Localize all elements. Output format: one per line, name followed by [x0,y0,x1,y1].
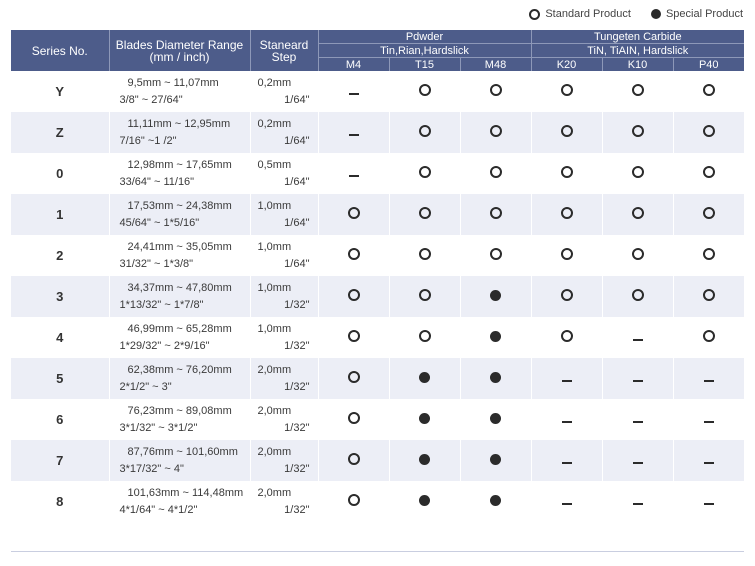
range-mm: 87,76mm ~ 101,60mm [127,445,238,458]
not-available-dash-icon [633,380,643,382]
step-inch: 1/32" [284,503,310,516]
step-inch: 1/32" [284,462,310,475]
standard-product-icon [348,371,360,383]
step-cell [250,317,318,358]
availability-cell [318,276,389,317]
availability-cell [318,481,389,522]
availability-cell [673,358,744,399]
availability-cell [602,153,673,194]
step-inch: 1/64" [284,93,310,106]
availability-cell [602,317,673,358]
availability-cell [389,194,460,235]
not-available-dash-icon [704,380,714,382]
step-mm: 1,0mm [257,240,292,253]
not-available-dash-icon [349,175,359,177]
standard-product-icon [632,84,644,96]
step-inch: 1/32" [284,339,310,352]
header-step: Staneard Step [250,30,318,71]
diameter-range-cell [109,235,250,276]
availability-cell [673,194,744,235]
availability-cell [673,481,744,522]
range-mm: 17,53mm ~ 24,38mm [127,199,232,212]
header-powder: Pdwder [318,30,531,44]
standard-product-icon [490,125,502,137]
not-available-dash-icon [704,462,714,464]
table-bottom-divider [11,551,744,552]
table-row [11,194,744,235]
availability-cell [602,112,673,153]
availability-cell [389,153,460,194]
product-table [11,30,744,522]
table-header [11,30,744,71]
step-mm: 0,2mm [257,117,292,130]
step-mm: 1,0mm [257,199,292,212]
standard-product-icon [490,84,502,96]
standard-product-icon [703,84,715,96]
series-cell: 6 [11,399,109,440]
standard-product-icon [419,125,431,137]
legend-special-label: Special Product [665,8,743,20]
availability-cell [460,399,531,440]
legend-special [651,8,743,20]
series-cell: 7 [11,440,109,481]
standard-product-icon [419,84,431,96]
availability-cell [531,71,602,112]
not-available-dash-icon [562,421,572,423]
step-mm: 2,0mm [257,445,292,458]
not-available-dash-icon [633,503,643,505]
availability-cell [389,112,460,153]
legend-standard [529,8,631,20]
diameter-range-cell [109,317,250,358]
diameter-range-cell [109,153,250,194]
table-row [11,112,744,153]
availability-cell [531,317,602,358]
header-grade: K20 [531,58,602,72]
header-carbide: Tungeten Carbide [531,30,744,44]
step-inch: 1/64" [284,257,310,270]
availability-cell [318,153,389,194]
special-product-icon [490,413,501,424]
diameter-range-cell [109,399,250,440]
standard-product-icon [632,248,644,260]
availability-cell [673,71,744,112]
not-available-dash-icon [633,421,643,423]
availability-cell [389,440,460,481]
standard-product-icon [348,494,360,506]
availability-cell [389,481,460,522]
availability-cell [531,153,602,194]
step-cell [250,276,318,317]
diameter-range-cell [109,112,250,153]
range-inch: 31/32" ~ 1*3/8" [119,257,194,270]
step-cell [250,481,318,522]
table-row [11,481,744,522]
availability-cell [531,276,602,317]
availability-cell [318,71,389,112]
not-available-dash-icon [562,380,572,382]
step-cell [250,440,318,481]
range-mm: 11,11mm ~ 12,95mm [127,117,231,130]
step-inch: 1/32" [284,421,310,434]
series-cell: 5 [11,358,109,399]
diameter-range-cell [109,481,250,522]
special-product-icon [490,331,501,342]
special-product-icon [490,372,501,383]
special-product-icon [419,413,430,424]
table-row [11,440,744,481]
availability-cell [673,112,744,153]
standard-product-icon [703,248,715,260]
standard-product-icon [490,248,502,260]
availability-cell [531,194,602,235]
availability-cell [460,112,531,153]
step-cell [250,358,318,399]
header-blades: Blades Diameter Range (mm / inch) [109,30,250,71]
open-circle-icon [529,9,540,20]
range-inch: 2*1/2" ~ 3" [119,380,172,393]
not-available-dash-icon [349,134,359,136]
availability-cell [602,399,673,440]
standard-product-icon [703,166,715,178]
availability-cell [318,399,389,440]
standard-product-icon [561,207,573,219]
range-mm: 12,98mm ~ 17,65mm [127,158,232,171]
availability-cell [318,194,389,235]
legend-standard-label: Standard Product [545,8,631,20]
availability-cell [673,317,744,358]
table-body [11,71,744,522]
availability-cell [389,399,460,440]
standard-product-icon [419,289,431,301]
availability-cell [602,481,673,522]
availability-cell [389,71,460,112]
availability-cell [389,317,460,358]
not-available-dash-icon [704,503,714,505]
filled-circle-icon [651,9,661,19]
standard-product-icon [703,125,715,137]
availability-cell [460,194,531,235]
header-series: Series No. [11,30,109,71]
step-inch: 1/64" [284,175,310,188]
series-cell: Z [11,112,109,153]
availability-cell [460,235,531,276]
table-row [11,71,744,112]
standard-product-icon [561,125,573,137]
legend [515,8,743,20]
availability-cell [318,440,389,481]
step-inch: 1/32" [284,298,310,311]
series-cell: 4 [11,317,109,358]
table-row [11,153,744,194]
availability-cell [673,153,744,194]
step-cell [250,194,318,235]
header-grade: M48 [460,58,531,72]
standard-product-icon [561,248,573,260]
not-available-dash-icon [633,339,643,341]
header-powder-coat: Tin,Rian,Hardslick [318,44,531,58]
availability-cell [460,317,531,358]
availability-cell [602,276,673,317]
standard-product-icon [348,412,360,424]
step-cell [250,112,318,153]
standard-product-icon [419,166,431,178]
header-grade: M4 [318,58,389,72]
table-row [11,358,744,399]
availability-cell [673,399,744,440]
availability-cell [460,440,531,481]
range-mm: 34,37mm ~ 47,80mm [127,281,232,294]
diameter-range-cell [109,358,250,399]
series-cell: Y [11,71,109,112]
step-cell [250,235,318,276]
step-cell [250,71,318,112]
availability-cell [602,358,673,399]
availability-cell [389,235,460,276]
step-inch: 1/64" [284,134,310,147]
step-inch: 1/64" [284,216,310,229]
special-product-icon [490,495,501,506]
not-available-dash-icon [633,462,643,464]
diameter-range-cell [109,71,250,112]
range-inch: 7/16" ~1 /2" [119,134,177,147]
not-available-dash-icon [704,421,714,423]
header-grade: P40 [673,58,744,72]
range-inch: 3*1/32" ~ 3*1/2" [119,421,198,434]
step-inch: 1/32" [284,380,310,393]
standard-product-icon [419,248,431,260]
step-cell [250,399,318,440]
not-available-dash-icon [562,503,572,505]
availability-cell [460,153,531,194]
step-mm: 1,0mm [257,281,292,294]
availability-cell [531,440,602,481]
availability-cell [318,235,389,276]
standard-product-icon [632,166,644,178]
availability-cell [318,358,389,399]
step-mm: 2,0mm [257,404,292,417]
standard-product-icon [419,330,431,342]
series-cell: 1 [11,194,109,235]
availability-cell [602,440,673,481]
series-cell: 0 [11,153,109,194]
special-product-icon [419,495,430,506]
availability-cell [460,71,531,112]
header-grade: K10 [602,58,673,72]
step-mm: 0,5mm [257,158,292,171]
availability-cell [602,194,673,235]
availability-cell [531,399,602,440]
availability-cell [389,276,460,317]
table-row [11,317,744,358]
range-inch: 45/64" ~ 1*5/16" [119,216,200,229]
standard-product-icon [561,84,573,96]
table-row [11,276,744,317]
standard-product-icon [561,166,573,178]
range-inch: 1*13/32" ~ 1*7/8" [119,298,204,311]
step-mm: 0,2mm [257,76,292,89]
step-mm: 2,0mm [257,363,292,376]
availability-cell [531,112,602,153]
header-carbide-coat: TiN, TiAIN, Hardslick [531,44,744,58]
standard-product-icon [348,330,360,342]
standard-product-icon [632,289,644,301]
standard-product-icon [348,453,360,465]
special-product-icon [419,454,430,465]
not-available-dash-icon [562,462,572,464]
availability-cell [602,71,673,112]
range-mm: 46,99mm ~ 65,28mm [127,322,232,335]
availability-cell [531,481,602,522]
availability-cell [460,276,531,317]
standard-product-icon [703,330,715,342]
range-mm: 76,23mm ~ 89,08mm [127,404,232,417]
standard-product-icon [348,207,360,219]
step-mm: 2,0mm [257,486,292,499]
step-mm: 1,0mm [257,322,292,335]
availability-cell [460,358,531,399]
series-cell: 3 [11,276,109,317]
availability-cell [531,358,602,399]
range-mm: 9,5mm ~ 11,07mm [127,76,219,89]
diameter-range-cell [109,276,250,317]
special-product-icon [490,454,501,465]
availability-cell [673,440,744,481]
not-available-dash-icon [349,93,359,95]
availability-cell [673,235,744,276]
availability-cell [318,112,389,153]
availability-cell [531,235,602,276]
series-cell: 2 [11,235,109,276]
range-inch: 1*29/32" ~ 2*9/16" [119,339,210,352]
diameter-range-cell [109,440,250,481]
header-grade: T15 [389,58,460,72]
standard-product-icon [703,207,715,219]
standard-product-icon [348,248,360,260]
availability-cell [673,276,744,317]
availability-cell [602,235,673,276]
table-row [11,399,744,440]
standard-product-icon [490,207,502,219]
range-inch: 3/8" ~ 27/64" [119,93,183,106]
special-product-icon [419,372,430,383]
series-cell: 8 [11,481,109,522]
standard-product-icon [419,207,431,219]
standard-product-icon [632,207,644,219]
standard-product-icon [490,166,502,178]
standard-product-icon [632,125,644,137]
availability-cell [460,481,531,522]
standard-product-icon [561,289,573,301]
diameter-range-cell [109,194,250,235]
standard-product-icon [348,289,360,301]
availability-cell [318,317,389,358]
range-inch: 33/64" ~ 11/16" [119,175,195,188]
range-inch: 3*17/32" ~ 4" [119,462,184,475]
range-mm: 62,38mm ~ 76,20mm [127,363,232,376]
range-mm: 24,41mm ~ 35,05mm [127,240,232,253]
standard-product-icon [703,289,715,301]
range-inch: 4*1/64" ~ 4*1/2" [119,503,198,516]
special-product-icon [490,290,501,301]
standard-product-icon [561,330,573,342]
table-row [11,235,744,276]
step-cell [250,153,318,194]
range-mm: 101,63mm ~ 114,48mm [127,486,244,499]
availability-cell [389,358,460,399]
